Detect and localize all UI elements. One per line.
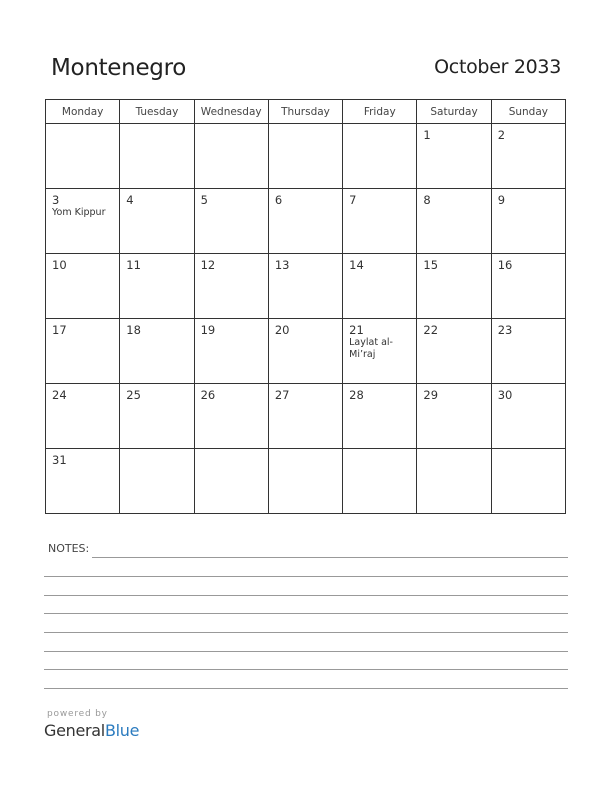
powered-by-text: powered by [47, 709, 108, 719]
day-cell[interactable] [491, 254, 565, 319]
note-line [44, 632, 568, 633]
holiday-label: Laylat al-Mi’raj [349, 337, 393, 360]
day-cell[interactable] [120, 319, 194, 384]
day-number: 23 [497, 323, 513, 337]
empty-day-cell [268, 449, 342, 514]
day-number: 6 [274, 193, 283, 207]
day-cell[interactable] [417, 319, 491, 384]
generalblue-logo[interactable] [44, 721, 139, 740]
empty-day-cell [194, 124, 268, 189]
day-number: 31 [52, 453, 67, 467]
day-number: 5 [200, 193, 208, 207]
empty-day-cell [120, 449, 194, 514]
notes-label: NOTES: [48, 542, 90, 555]
day-number: 11 [126, 258, 141, 272]
day-number: 20 [274, 323, 290, 337]
day-cell[interactable] [46, 449, 120, 514]
empty-day-cell [194, 449, 268, 514]
day-number: 2 [497, 128, 506, 142]
day-number: 7 [349, 193, 357, 207]
weekday-header: Sunday [491, 100, 565, 124]
note-line [44, 576, 568, 577]
day-cell[interactable] [343, 189, 417, 254]
day-number: 28 [349, 388, 364, 402]
day-cell[interactable] [194, 254, 268, 319]
day-cell[interactable] [268, 384, 342, 449]
day-number: 21 [349, 323, 364, 337]
empty-day-cell [343, 449, 417, 514]
note-line [44, 669, 568, 670]
weekday-header: Wednesday [194, 100, 268, 124]
day-cell[interactable] [343, 319, 417, 384]
day-cell[interactable] [417, 124, 491, 189]
day-cell[interactable] [46, 319, 120, 384]
day-cell[interactable] [268, 254, 342, 319]
day-number: 26 [200, 388, 216, 402]
weekday-header-row [46, 100, 566, 124]
weekday-header: Thursday [268, 100, 342, 124]
day-cell[interactable] [343, 254, 417, 319]
weekday-header: Monday [46, 100, 120, 124]
day-number: 16 [497, 258, 513, 272]
day-cell[interactable] [46, 254, 120, 319]
day-cell[interactable] [417, 189, 491, 254]
empty-day-cell [268, 124, 342, 189]
day-number: 14 [349, 258, 364, 272]
day-number: 29 [423, 388, 439, 402]
day-cell[interactable] [120, 384, 194, 449]
day-number: 17 [52, 323, 67, 337]
weekday-header: Saturday [417, 100, 491, 124]
day-number: 1 [423, 128, 431, 142]
day-cell[interactable] [46, 189, 120, 254]
note-line [44, 651, 568, 652]
empty-day-cell [491, 449, 565, 514]
day-cell[interactable] [491, 124, 565, 189]
calendar-grid [45, 99, 566, 514]
day-number: 30 [497, 388, 513, 402]
day-number: 25 [126, 388, 141, 402]
brand-blue: Blue [104, 721, 140, 740]
day-number: 18 [126, 323, 141, 337]
holiday-label: Yom Kippur [52, 207, 106, 218]
day-cell[interactable] [120, 189, 194, 254]
empty-day-cell [417, 449, 491, 514]
day-number: 22 [423, 323, 439, 337]
note-line [92, 557, 568, 558]
day-cell[interactable] [343, 384, 417, 449]
day-number: 24 [52, 388, 67, 402]
day-number: 8 [423, 193, 431, 207]
day-cell[interactable] [491, 319, 565, 384]
day-number: 19 [200, 323, 216, 337]
week-row [46, 384, 566, 449]
weekday-header: Friday [343, 100, 417, 124]
day-cell[interactable] [120, 254, 194, 319]
week-row [46, 189, 566, 254]
country-title: Montenegro [51, 55, 187, 81]
empty-day-cell [46, 124, 120, 189]
note-line [44, 688, 568, 689]
day-cell[interactable] [194, 189, 268, 254]
day-cell[interactable] [491, 384, 565, 449]
week-row [46, 254, 566, 319]
day-number: 15 [423, 258, 439, 272]
day-number: 27 [274, 388, 290, 402]
week-row [46, 319, 566, 384]
day-cell[interactable] [194, 319, 268, 384]
day-cell[interactable] [194, 384, 268, 449]
day-cell[interactable] [417, 254, 491, 319]
day-cell[interactable] [417, 384, 491, 449]
month-year-title: October 2033 [434, 56, 561, 78]
empty-day-cell [120, 124, 194, 189]
day-number: 10 [52, 258, 67, 272]
note-line [44, 613, 568, 614]
day-number: 13 [274, 258, 290, 272]
note-line [44, 595, 568, 596]
brand-general: General [44, 721, 105, 740]
weekday-header: Tuesday [120, 100, 194, 124]
day-cell[interactable] [268, 319, 342, 384]
day-number: 3 [52, 193, 60, 207]
day-cell[interactable] [268, 189, 342, 254]
week-row [46, 124, 566, 189]
week-row [46, 449, 566, 514]
day-number: 9 [497, 193, 506, 207]
empty-day-cell [343, 124, 417, 189]
day-number: 4 [126, 193, 134, 207]
day-number: 12 [200, 258, 216, 272]
day-cell[interactable] [46, 384, 120, 449]
day-cell[interactable] [491, 189, 565, 254]
